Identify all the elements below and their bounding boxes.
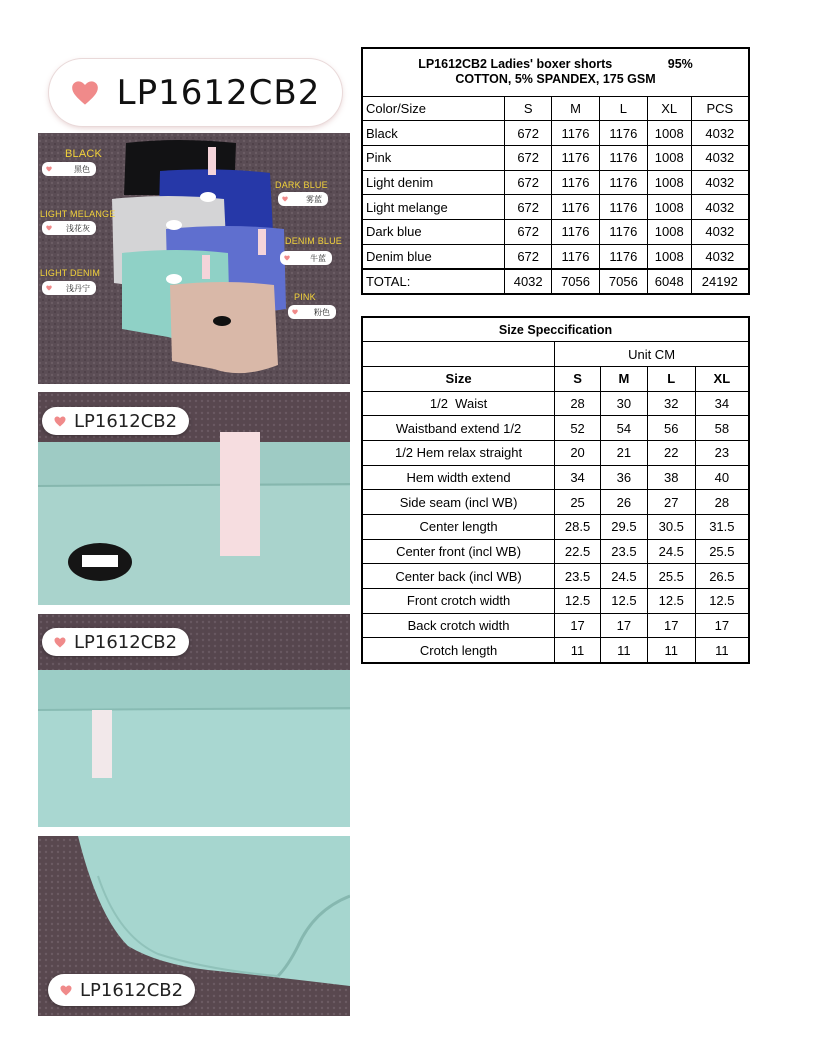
- pcs-cell: 4032: [691, 170, 749, 195]
- pcs-cell: 4032: [691, 121, 749, 146]
- pcs-cell: 4032: [691, 219, 749, 244]
- measurement-label: Crotch length: [362, 638, 555, 663]
- table-row: [362, 465, 749, 490]
- measurement-label: Side seam (incl WB): [362, 490, 555, 515]
- heart-icon: [71, 80, 99, 106]
- measurement-value: 22: [647, 440, 695, 465]
- tag-black-cn: [42, 162, 96, 176]
- qty-cell: 1008: [647, 244, 691, 269]
- measurement-value: 30.5: [647, 515, 695, 540]
- measurement-value: 31.5: [695, 515, 749, 540]
- tag-dark-blue-cn: [278, 192, 328, 206]
- header-cell: S: [505, 96, 552, 121]
- table-row: [362, 638, 749, 663]
- color-assortment-photo: [38, 133, 350, 384]
- size-specification-table: [361, 316, 750, 664]
- table-row: [362, 515, 749, 540]
- table-row: [362, 613, 749, 638]
- measurement-value: 54: [600, 416, 647, 441]
- measurement-value: 17: [695, 613, 749, 638]
- hem-seam-photo: [38, 836, 350, 1016]
- total-label: TOTAL:: [362, 269, 505, 294]
- measurement-value: 25.5: [695, 539, 749, 564]
- measurement-value: 36: [600, 465, 647, 490]
- tag-dark-blue-cn-text: 雾蓝: [306, 194, 322, 204]
- header-cell: L: [599, 96, 647, 121]
- size-table-unit-row: [362, 342, 749, 367]
- color-cell: Black: [362, 121, 505, 146]
- measurement-value: 11: [647, 638, 695, 663]
- total-cell: 7056: [599, 269, 647, 294]
- measurement-value: 34: [695, 391, 749, 416]
- measurement-value: 25: [555, 490, 601, 515]
- measurement-value: 26: [600, 490, 647, 515]
- table-row: [362, 244, 749, 269]
- table-row: [362, 170, 749, 195]
- waistband-closeup-photo: [38, 392, 350, 605]
- heart-icon: [54, 416, 66, 427]
- qty-cell: 1176: [552, 145, 600, 170]
- measurement-value: 28.5: [555, 515, 601, 540]
- header-cell: XL: [695, 366, 749, 391]
- color-cell: Denim blue: [362, 244, 505, 269]
- measurement-value: 52: [555, 416, 601, 441]
- qty-cell: 1176: [552, 121, 600, 146]
- table-row: [362, 490, 749, 515]
- qty-cell: 1176: [599, 170, 647, 195]
- qty-cell: 1176: [599, 145, 647, 170]
- photo-label-badge: [42, 407, 189, 435]
- table-row: [362, 121, 749, 146]
- measurement-value: 28: [695, 490, 749, 515]
- qty-cell: 1008: [647, 145, 691, 170]
- table-row: [362, 539, 749, 564]
- total-cell: 7056: [552, 269, 600, 294]
- measurement-label: Center length: [362, 515, 555, 540]
- total-cell: 24192: [691, 269, 749, 294]
- measurement-value: 29.5: [600, 515, 647, 540]
- measurement-label: 1/2 Waist: [362, 391, 555, 416]
- qty-cell: 672: [505, 195, 552, 220]
- measurement-label: Center front (incl WB): [362, 539, 555, 564]
- tag-light-denim-en: LIGHT DENIM: [40, 268, 101, 278]
- qty-cell: 1176: [552, 219, 600, 244]
- inner-label-photo: [38, 614, 350, 827]
- measurement-value: 30: [600, 391, 647, 416]
- order-quantity-table: [361, 47, 750, 295]
- measurement-value: 11: [600, 638, 647, 663]
- measurement-label: Back crotch width: [362, 613, 555, 638]
- qty-cell: 1176: [599, 244, 647, 269]
- measurement-label: Front crotch width: [362, 589, 555, 614]
- tag-denim-blue-cn-text: 牛蓝: [310, 253, 326, 263]
- color-cell: Light denim: [362, 170, 505, 195]
- header-cell: XL: [647, 96, 691, 121]
- tag-light-melange-cn: [42, 221, 96, 235]
- qty-cell: 1176: [552, 244, 600, 269]
- measurement-value: 20: [555, 440, 601, 465]
- pcs-cell: 4032: [691, 195, 749, 220]
- photo-label-badge: [42, 628, 189, 656]
- tag-black-en: BLACK: [65, 148, 103, 160]
- heart-icon: [54, 637, 66, 648]
- order-table-header-row: [362, 96, 749, 121]
- measurement-value: 56: [647, 416, 695, 441]
- measurement-value: 12.5: [647, 589, 695, 614]
- measurement-value: 27: [647, 490, 695, 515]
- tag-black-cn-text: 黑色: [74, 164, 90, 174]
- tag-pink-en: PINK: [294, 292, 316, 302]
- table-row: [362, 416, 749, 441]
- measurement-value: 58: [695, 416, 749, 441]
- measurement-value: 38: [647, 465, 695, 490]
- heart-icon: [46, 225, 52, 231]
- order-table-title-line2: COTTON, 5% SPANDEX, 175 GSM: [455, 72, 656, 87]
- tag-dark-blue-en: DARK BLUE: [275, 180, 328, 190]
- total-cell: 6048: [647, 269, 691, 294]
- measurement-value: 17: [600, 613, 647, 638]
- qty-cell: 1176: [552, 195, 600, 220]
- qty-cell: 1176: [599, 219, 647, 244]
- order-table-title-line1: LP1612CB2 Ladies' boxer shorts 95%: [418, 57, 693, 72]
- size-table-caption: Size Speccification: [362, 317, 749, 342]
- measurement-value: 21: [600, 440, 647, 465]
- measurement-value: 26.5: [695, 564, 749, 589]
- pcs-cell: 4032: [691, 244, 749, 269]
- measurement-value: 12.5: [555, 589, 601, 614]
- measurement-value: 12.5: [600, 589, 647, 614]
- heart-icon: [46, 166, 52, 172]
- pcs-cell: 4032: [691, 145, 749, 170]
- order-table-title: [362, 48, 749, 96]
- qty-cell: 1008: [647, 170, 691, 195]
- tag-light-melange-cn-text: 浅花灰: [66, 223, 90, 233]
- qty-cell: 1008: [647, 195, 691, 220]
- tag-light-melange-en: LIGHT MELANGE: [40, 209, 116, 219]
- tag-denim-blue-cn: [280, 251, 332, 265]
- photo-label-badge: [48, 974, 195, 1006]
- header-cell: L: [647, 366, 695, 391]
- heart-icon: [282, 196, 288, 202]
- qty-cell: 672: [505, 219, 552, 244]
- tag-pink-cn-text: 粉色: [314, 307, 330, 317]
- total-cell: 4032: [505, 269, 552, 294]
- qty-cell: 1176: [552, 170, 600, 195]
- table-row: [362, 440, 749, 465]
- photo-label-text: LP1612CB2: [74, 631, 178, 653]
- qty-cell: 672: [505, 244, 552, 269]
- header-cell: Color/Size: [362, 96, 505, 121]
- measurement-value: 28: [555, 391, 601, 416]
- product-title-badge: [49, 59, 342, 126]
- measurement-value: 34: [555, 465, 601, 490]
- measurement-value: 24.5: [647, 539, 695, 564]
- table-row: [362, 145, 749, 170]
- order-table-title-row: [362, 48, 749, 96]
- qty-cell: 672: [505, 145, 552, 170]
- size-table-unit: Unit CM: [555, 342, 749, 367]
- heart-icon: [292, 309, 298, 315]
- header-cell: S: [555, 366, 601, 391]
- header-cell: M: [552, 96, 600, 121]
- measurement-value: 23: [695, 440, 749, 465]
- tag-pink-cn: [288, 305, 336, 319]
- color-cell: Dark blue: [362, 219, 505, 244]
- heart-icon: [46, 285, 52, 291]
- header-cell: M: [600, 366, 647, 391]
- measurement-value: 17: [555, 613, 601, 638]
- measurement-label: Waistband extend 1/2: [362, 416, 555, 441]
- measurement-label: 1/2 Hem relax straight: [362, 440, 555, 465]
- size-table-caption-row: [362, 317, 749, 342]
- color-cell: Light melange: [362, 195, 505, 220]
- heart-icon: [284, 255, 290, 261]
- order-total-row: [362, 269, 749, 294]
- measurement-value: 23.5: [555, 564, 601, 589]
- qty-cell: 1008: [647, 121, 691, 146]
- measurement-label: Center back (incl WB): [362, 564, 555, 589]
- product-code: LP1612CB2: [116, 72, 321, 113]
- measurement-value: 32: [647, 391, 695, 416]
- table-row: [362, 195, 749, 220]
- table-row: [362, 219, 749, 244]
- qty-cell: 672: [505, 121, 552, 146]
- table-row: [362, 391, 749, 416]
- measurement-value: 40: [695, 465, 749, 490]
- header-cell: PCS: [691, 96, 749, 121]
- measurement-value: 12.5: [695, 589, 749, 614]
- measurement-label: Hem width extend: [362, 465, 555, 490]
- tag-light-denim-cn-text: 浅丹宁: [66, 283, 90, 293]
- heart-icon: [60, 985, 72, 996]
- header-cell: Size: [362, 366, 555, 391]
- measurement-value: 24.5: [600, 564, 647, 589]
- size-table-header-row: [362, 366, 749, 391]
- color-cell: Pink: [362, 145, 505, 170]
- unit-spacer-cell: [362, 342, 555, 367]
- qty-cell: 1176: [599, 195, 647, 220]
- tag-light-denim-cn: [42, 281, 96, 295]
- table-row: [362, 589, 749, 614]
- measurement-value: 11: [555, 638, 601, 663]
- table-row: [362, 564, 749, 589]
- qty-cell: 1008: [647, 219, 691, 244]
- photo-label-text: LP1612CB2: [80, 979, 184, 1001]
- measurement-value: 22.5: [555, 539, 601, 564]
- measurement-value: 25.5: [647, 564, 695, 589]
- measurement-value: 11: [695, 638, 749, 663]
- measurement-value: 23.5: [600, 539, 647, 564]
- photo-label-text: LP1612CB2: [74, 410, 178, 432]
- tag-denim-blue-en: DENIM BLUE: [285, 236, 343, 246]
- qty-cell: 1176: [599, 121, 647, 146]
- measurement-value: 17: [647, 613, 695, 638]
- qty-cell: 672: [505, 170, 552, 195]
